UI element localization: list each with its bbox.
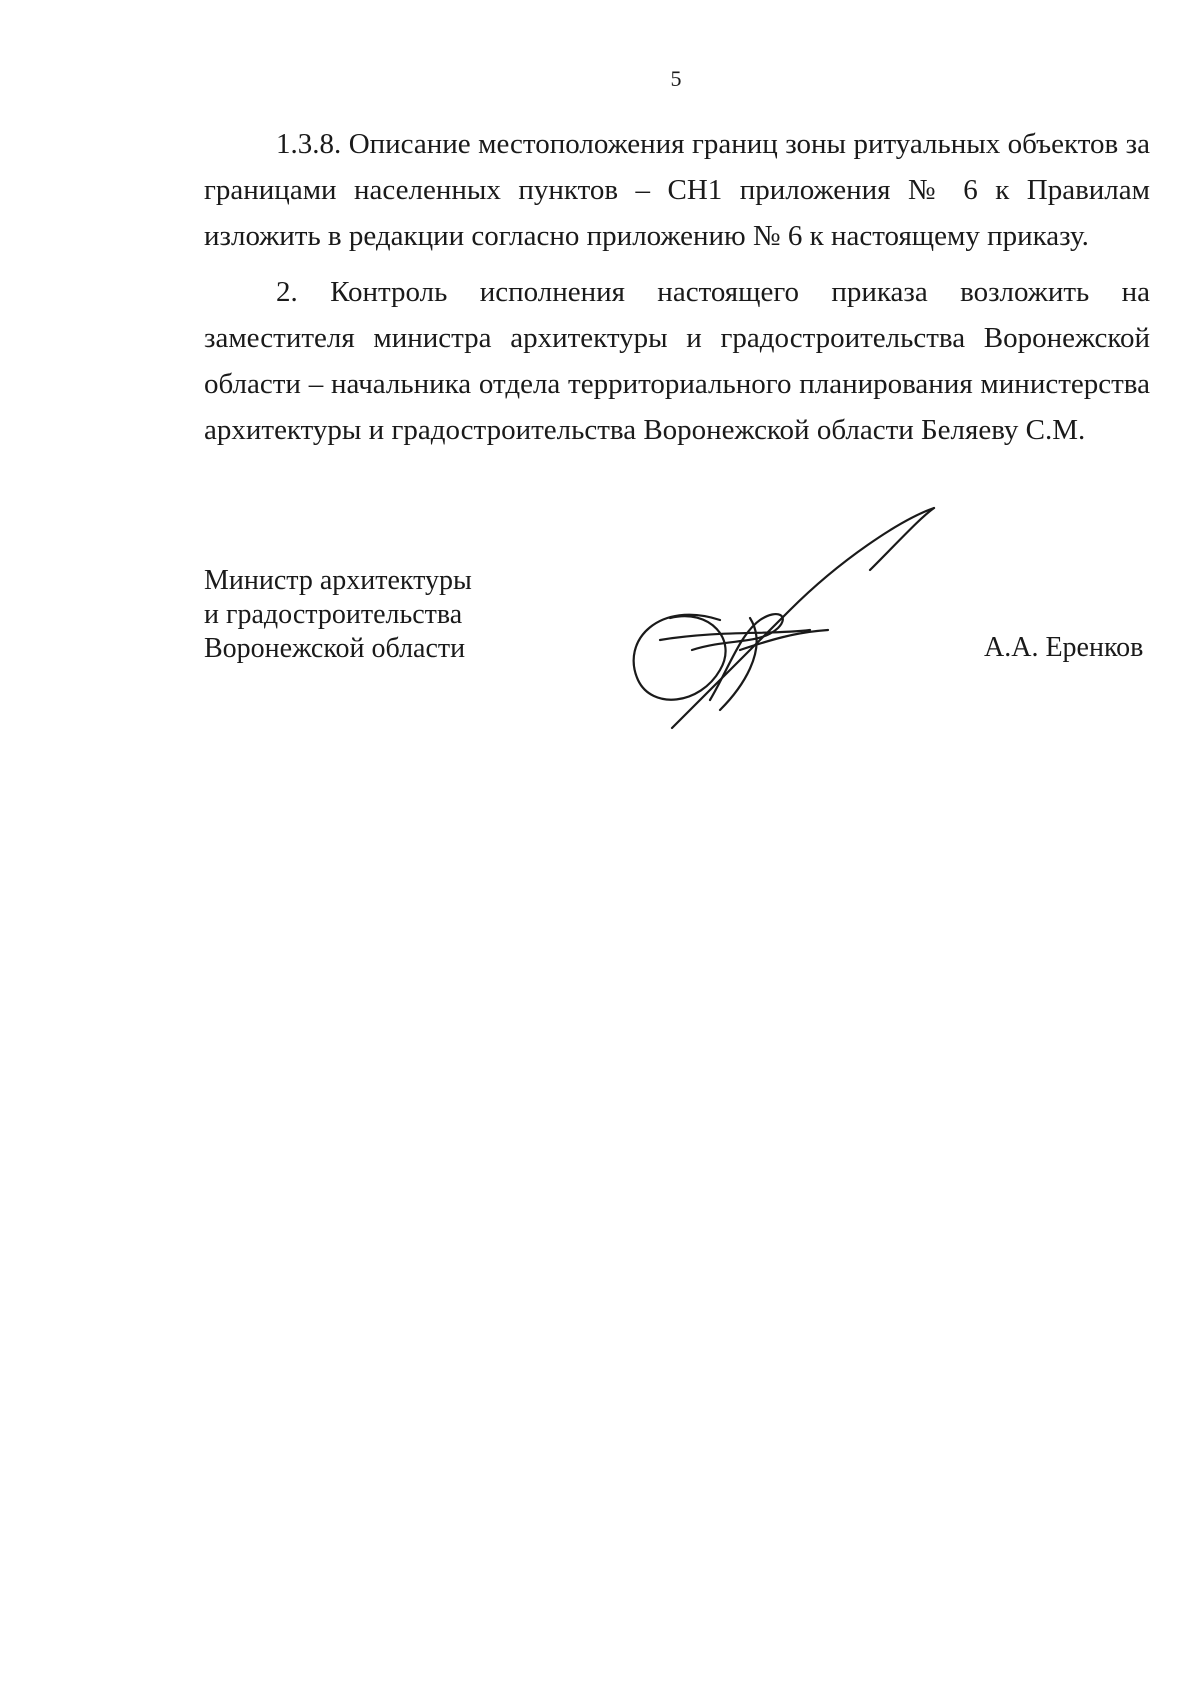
signatory-title-line-3: Воронежской области xyxy=(204,633,466,664)
signatory-title-line-1: Министр архитектуры xyxy=(204,565,472,596)
page-number: 5 xyxy=(670,66,682,91)
handwritten-signature xyxy=(600,500,960,740)
signatory-title xyxy=(204,564,472,666)
signatory-title-line-2: и градостроительства xyxy=(204,599,463,630)
paragraph-2: 2. Контроль исполнения настоящего приказа возложить на заместителя министра архитектуры и градостроительства Воронежской области – начальника отдела территориального планирования министерства архитектуры и градостроительства Воронежской области Беляеву С.М. xyxy=(204,276,1150,446)
paragraph-1: 1.3.8. Описание местоположения границ зоны ритуальных объектов за границами населенных пунктов – СН1 приложения № 6 к Правилам изложить в редакции согласно приложению № 6 к настоящему приказу. xyxy=(204,128,1150,252)
signer-name: А.А. Еренков xyxy=(984,632,1144,663)
